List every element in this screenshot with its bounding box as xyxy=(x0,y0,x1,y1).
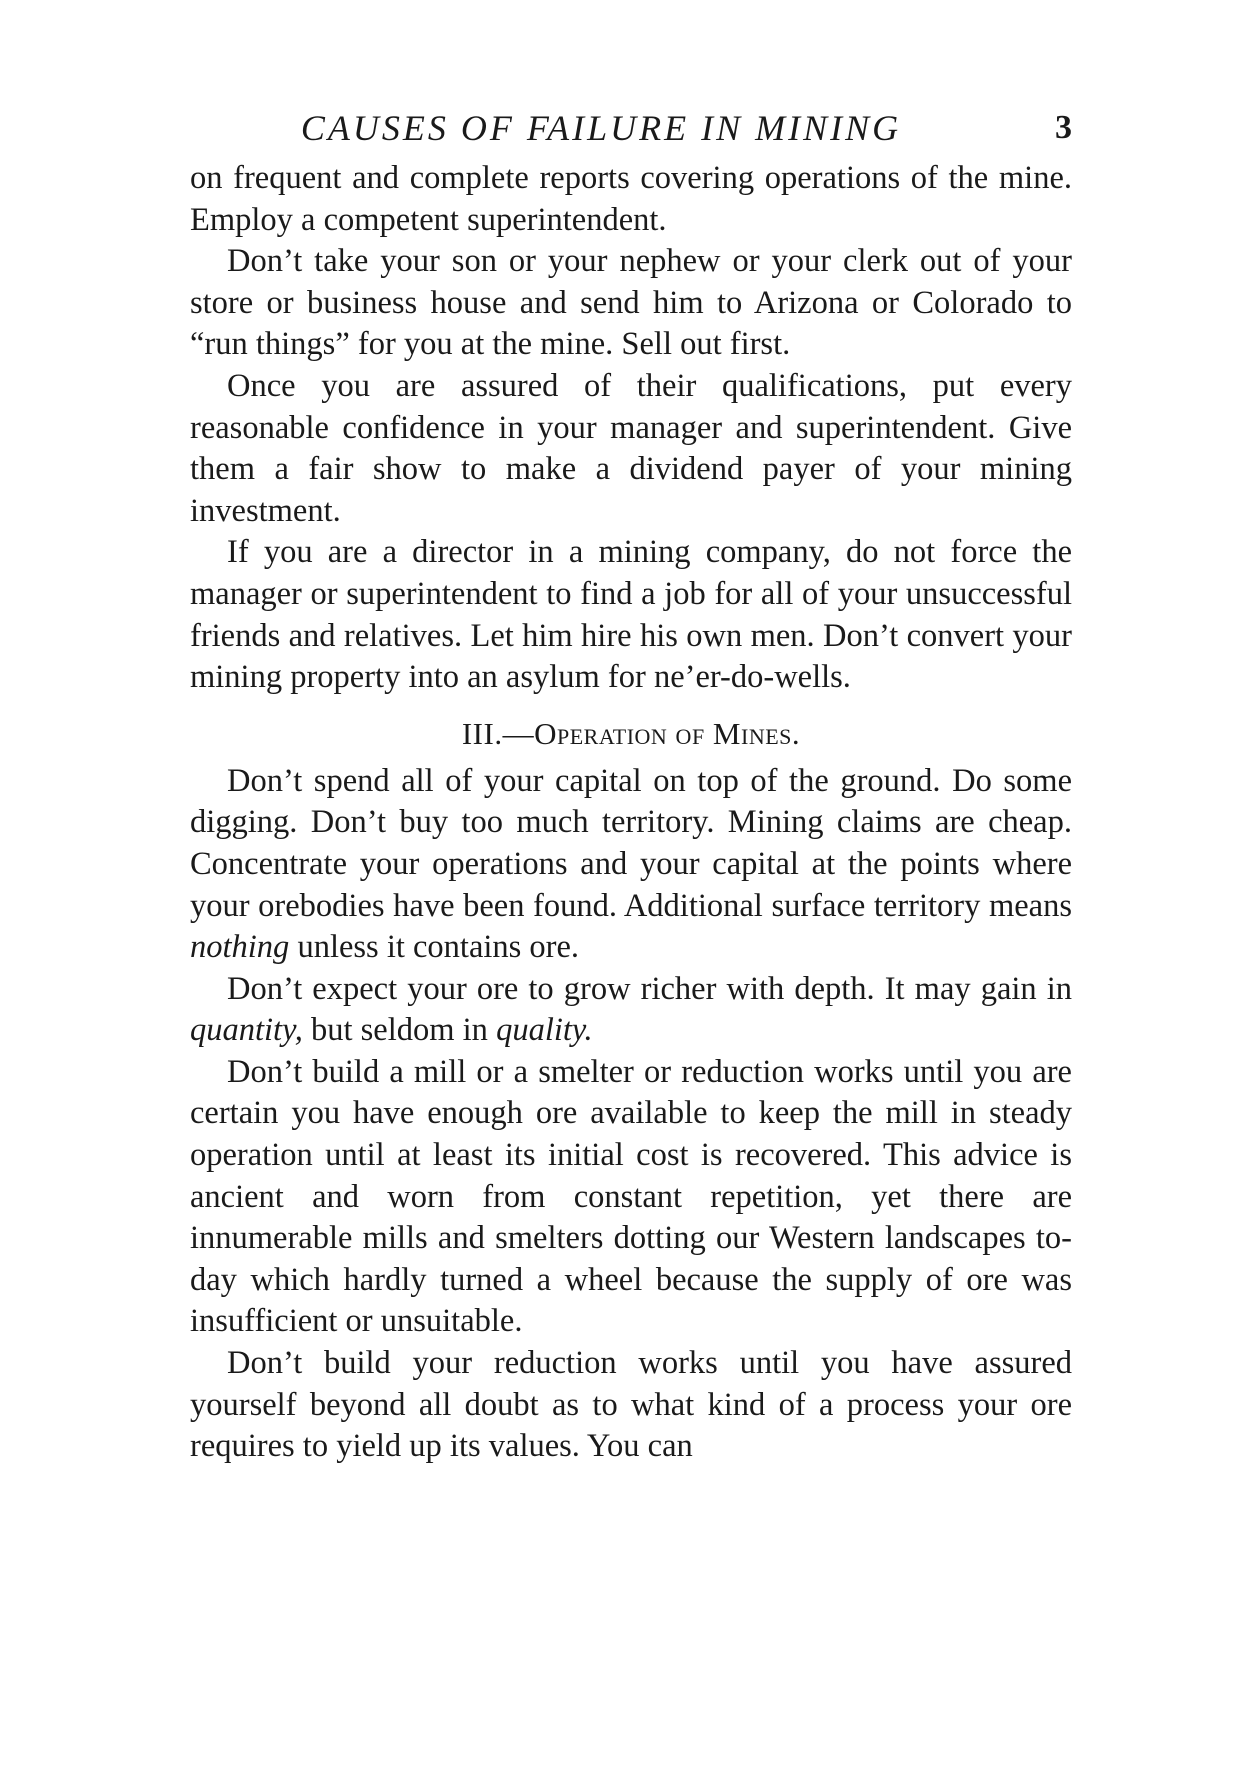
paragraph-text: unless it contains ore. xyxy=(289,929,580,966)
section-numeral: III.— xyxy=(461,715,535,751)
emphasis: quantity, xyxy=(190,1012,303,1049)
paragraph: on frequent and complete reports covering operations of the mine. Employ a competent superintendent. xyxy=(190,160,1072,238)
page-number: 3 xyxy=(1055,109,1072,146)
section-title: Operation of Mines. xyxy=(534,715,801,751)
paragraph-text: Don’t spend all of your capital on top of the ground. Do some digging. Don’t buy too much territory. Mining claims are cheap. Concentrate your operations and your capital at the points where your orebodies have been found. Additional surface territory means xyxy=(190,762,1072,924)
paragraph: Don’t build a mill or a smelter or reduction works until you are certain you have enough ore available to keep the mill in steady operation until at least its initial cost is recovered. This advice is ancient and worn from constant repetition, yet there are innumerable mills and smelters dotting our Western landscapes to-day which hardly turned a wheel because the supply of ore was insufficient or unsuitable. xyxy=(190,1053,1072,1340)
running-title: CAUSES OF FAILURE IN MINING xyxy=(300,108,902,148)
paragraph xyxy=(190,761,1072,969)
paragraph-text: Don’t expect your ore to grow richer with depth. It may gain in xyxy=(227,970,1072,1007)
emphasis: nothing xyxy=(190,929,290,966)
paragraph: If you are a director in a mining company, do not force the manager or superintendent to find a job for all of your unsuccessful friends and relatives. Let him hire his own men. Don’t convert your mining property into an asylum for ne’er-do-wells. xyxy=(190,534,1072,696)
paragraph: Once you are assured of their qualifications, put every reasonable confidence in your manager and superintendent. Give them a fair show to make a dividend payer of your mining investment. xyxy=(190,367,1072,529)
paragraph xyxy=(190,969,1072,1052)
paragraph-text: but seldom in xyxy=(302,1012,497,1049)
page-header xyxy=(190,98,1072,158)
emphasis: quality. xyxy=(496,1012,593,1049)
book-page xyxy=(190,98,1072,1468)
paragraph: Don’t build your reduction works until you have assured yourself beyond all doubt as to what kind of a process your ore requires to yield up its values. You can xyxy=(190,1345,1072,1465)
section-heading xyxy=(190,711,1072,757)
paragraph: Don’t take your son or your nephew or your clerk out of your store or business house and send him to Arizona or Colorado to “run things” for you at the mine. Sell out first. xyxy=(190,243,1072,363)
